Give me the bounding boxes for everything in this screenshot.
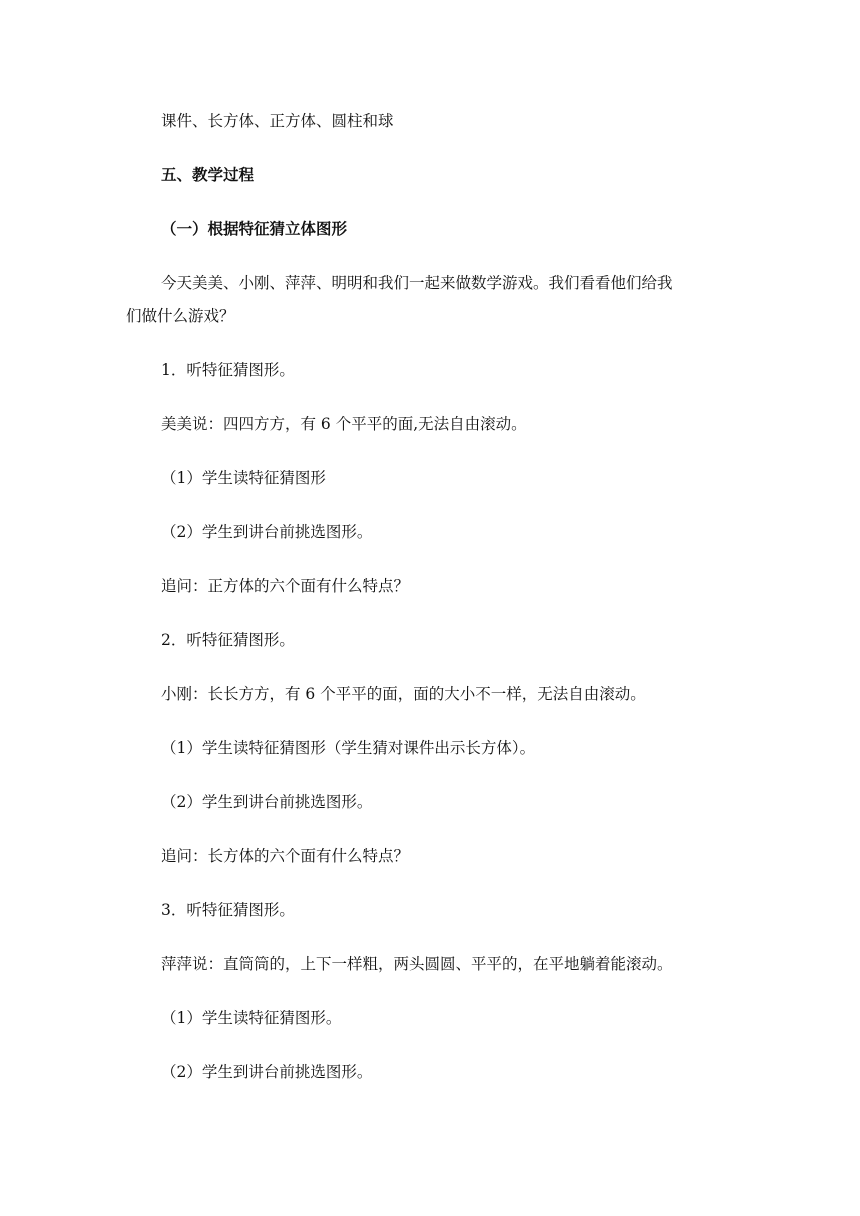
item3-step2: （2）学生到讲台前挑选图形。: [161, 1063, 373, 1081]
intro-paragraph-line-1: 今天美美、小刚、萍萍、明明和我们一起来做数学游戏。我们看看他们给我: [161, 274, 673, 292]
item2-step1: （1）学生读特征猜图形（学生猜对课件出示长方体）。: [161, 739, 536, 757]
item1-step1: （1）学生读特征猜图形: [161, 469, 326, 487]
subsection-heading: （一）根据特征猜立体图形: [161, 220, 348, 238]
materials-line: 课件、长方体、正方体、圆柱和球: [161, 112, 394, 130]
item2-clue: 小刚：长长方方，有 6 个平平的面，面的大小不一样，无法自由滚动。: [161, 685, 646, 703]
item1-title: 1．听特征猜图形。: [161, 361, 295, 379]
intro-paragraph-line-2: 们做什么游戏？: [126, 307, 235, 325]
item3-title: 3．听特征猜图形。: [161, 901, 295, 919]
item2-title: 2．听特征猜图形。: [161, 631, 295, 649]
section-heading: 五、教学过程: [161, 166, 255, 184]
item3-step1: （1）学生读特征猜图形。: [161, 1009, 342, 1027]
item1-step2: （2）学生到讲台前挑选图形。: [161, 523, 373, 541]
item1-clue: 美美说：四四方方，有 6 个平平的面,无法自由滚动。: [161, 415, 527, 433]
item2-question: 追问：长方体的六个面有什么特点？: [161, 847, 410, 865]
item2-step2: （2）学生到讲台前挑选图形。: [161, 793, 373, 811]
item1-question: 追问：正方体的六个面有什么特点？: [161, 577, 410, 595]
item3-clue: 萍萍说：直筒筒的，上下一样粗，两头圆圆、平平的，在平地躺着能滚动。: [161, 955, 673, 973]
